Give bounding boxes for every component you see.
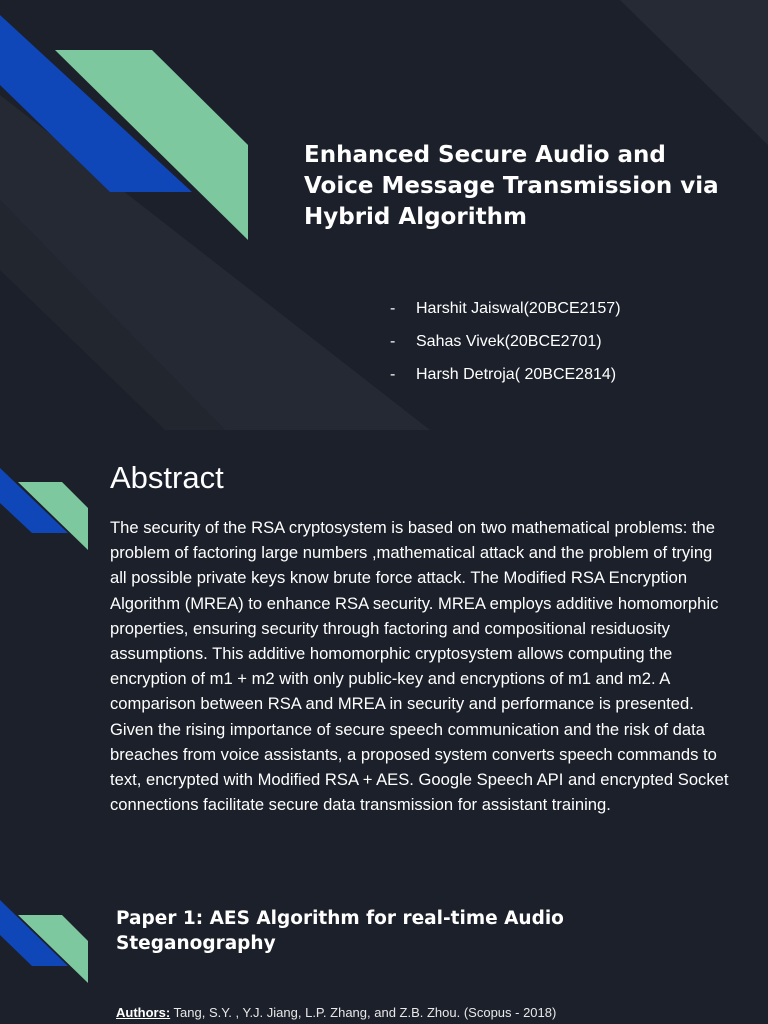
paper-1-authors [116, 1004, 556, 1022]
slide-title: Enhanced Secure Audio and Voice Message Transmission via Hybrid Algorithm [304, 142, 719, 230]
abstract-heading: Abstract [110, 460, 224, 495]
paper-1-title: Paper 1: AES Algorithm for real-time Audio Steganography [116, 908, 564, 954]
list-dash: - [390, 333, 396, 350]
authors-text: Tang, S.Y. , Y.J. Jiang, L.P. Zhang, and Z.B. Zhou. (Scopus - 2018) [170, 1005, 557, 1020]
author-name: Harsh Detroja( 20BCE2814) [416, 366, 617, 383]
author-name: Harshit Jaiswal(20BCE2157) [416, 300, 621, 317]
authors-label: Authors: [116, 1005, 171, 1020]
author-name: Sahas Vivek(20BCE2701) [416, 333, 602, 350]
author-list [390, 297, 621, 396]
list-item [390, 363, 621, 396]
abstract-body: The security of the RSA cryptosystem is based on two mathematical problems: the problem of factoring large numbers ,mathematical attack and the problem of trying all possible private keys know brute force attack. The Modified RSA Encryption Algorithm (MREA) to enhance RSA security. MREA employs additive homomorphic properties, ensuring security through factoring and compositional residuosity assumptions. This additive homomorphic cryptosystem allows computing the encryption of m1 + m2 with only public-key and encryptions of m1 and m2. A comparison between RSA and MREA in security and performance is presented. Given the rising importance of secure speech communication and the risk of data breaches from voice assistants, a proposed system converts speech commands to text, encrypted with Modified RSA + AES. Google Speech API and encrypted Socket connections facilitate secure data transmission for assistant training. [110, 518, 729, 815]
list-item [390, 330, 621, 363]
list-item [390, 297, 621, 330]
dark-band-top-right [620, 0, 768, 145]
list-dash: - [390, 300, 396, 317]
list-dash: - [390, 366, 396, 383]
